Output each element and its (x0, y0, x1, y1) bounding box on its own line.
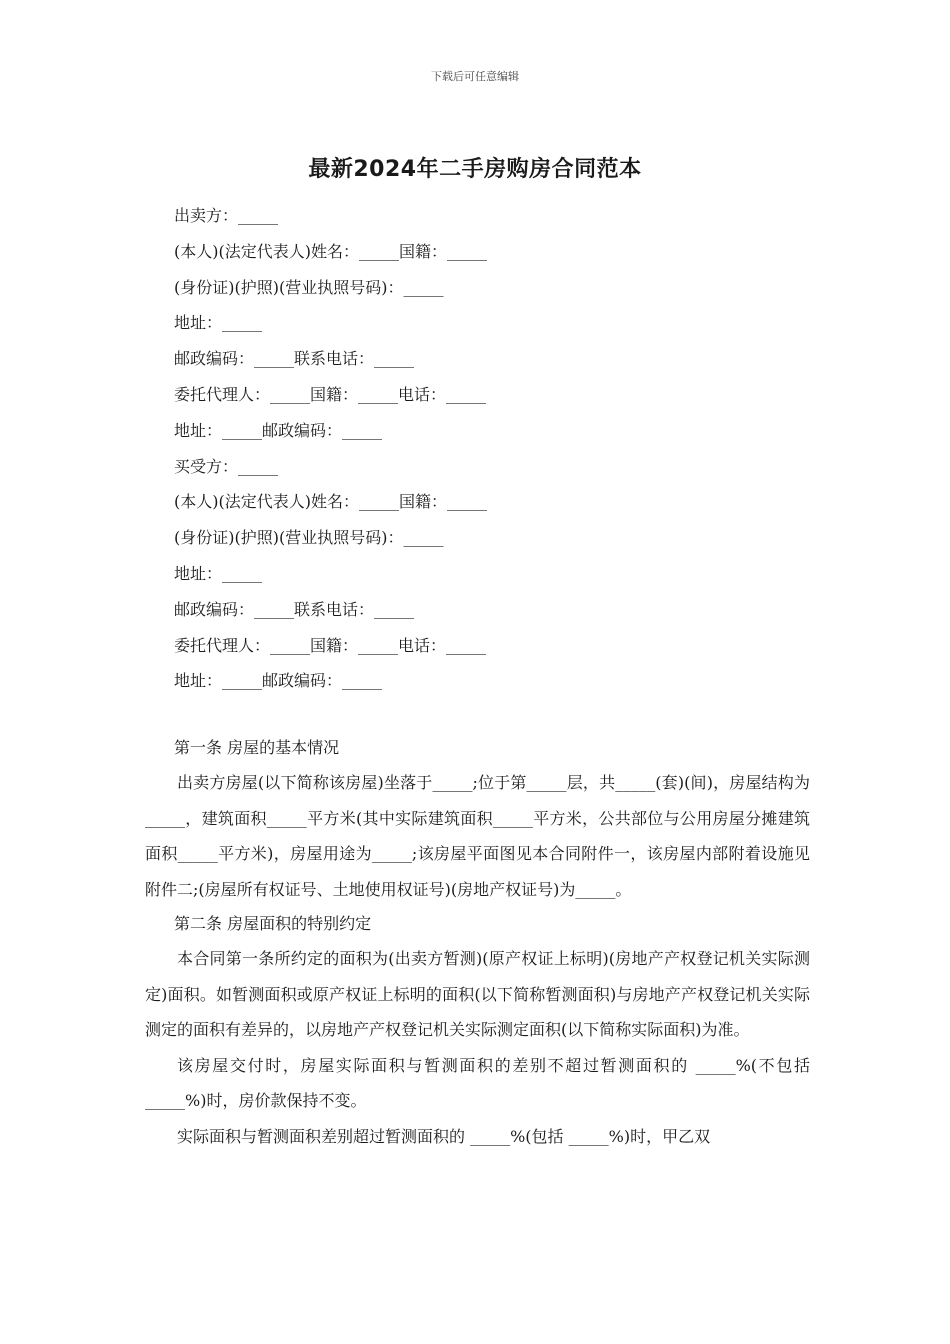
buyer-id-line: (身份证)(护照)(营业执照号码)：_____ (174, 528, 444, 548)
article2-para1: 本合同第一条所约定的面积为(出卖方暂测)(原产权证上标明)(房地产产权登记机关实际测定)面积。如暂测面积或原产权证上标明的面积(以下简称暂测面积)与房地产产权登记机关实际测定的面积有差异的，以房地产产权登记机关实际测定面积(以下简称实际面积)为准。 (145, 949, 810, 1039)
buyer-line: 买受方：_____ (174, 456, 279, 476)
seller-name-line: (本人)(法定代表人)姓名：_____国籍：_____ (174, 241, 487, 261)
document-title: 最新2024年二手房购房合同范本 (308, 157, 642, 182)
seller-address-line: 地址：_____ (174, 313, 263, 333)
article2-heading: 第二条 房屋面积的特别约定 (174, 914, 372, 933)
seller-id-line: (身份证)(护照)(营业执照号码)：_____ (174, 277, 444, 297)
buyer-agent-address-line: 地址：_____邮政编码：_____ (174, 671, 383, 691)
seller-postcode-line: 邮政编码：_____联系电话：_____ (174, 349, 415, 369)
buyer-postcode-line: 邮政编码：_____联系电话：_____ (174, 599, 415, 619)
seller-line: 出卖方：_____ (174, 206, 279, 225)
contract-body (145, 731, 810, 1154)
article1-heading: 第一条 房屋的基本情况 (174, 738, 340, 757)
seller-agent-line: 委托代理人：_____国籍：_____电话：_____ (174, 384, 487, 404)
buyer-agent-line: 委托代理人：_____国籍：_____电话：_____ (174, 635, 487, 655)
header-note: 下载后可任意编辑 (431, 70, 519, 83)
article2-para3: 实际面积与暂测面积差别超过暂测面积的 _____%(包括 _____%)时，甲乙双 (177, 1126, 711, 1146)
article2-para2: 该房屋交付时，房屋实际面积与暂测面积的差别不超过暂测面积的 _____%(不包括 _____%)时，房价款保持不变。 (145, 1055, 810, 1110)
buyer-name-line: (本人)(法定代表人)姓名：_____国籍：_____ (174, 492, 487, 512)
party-info (174, 198, 834, 699)
buyer-address-line: 地址：_____ (174, 563, 263, 583)
article1-text: 出卖方房屋(以下简称该房屋)坐落于_____;位于第_____层，共_____(套)(间)，房屋结构为_____，建筑面积_____平方米(其中实际建筑面积_____平方米，公共部位与公用房屋分摊建筑面积_____平方米)，房屋用途为_____;该房屋平面图见本合同附件一，该房屋内部附着设施见附件二;(房屋所有权证号、土地使用权证号)(房地产权证号)为_____。 (145, 773, 810, 899)
seller-agent-address-line: 地址：_____邮政编码：_____ (174, 420, 383, 440)
